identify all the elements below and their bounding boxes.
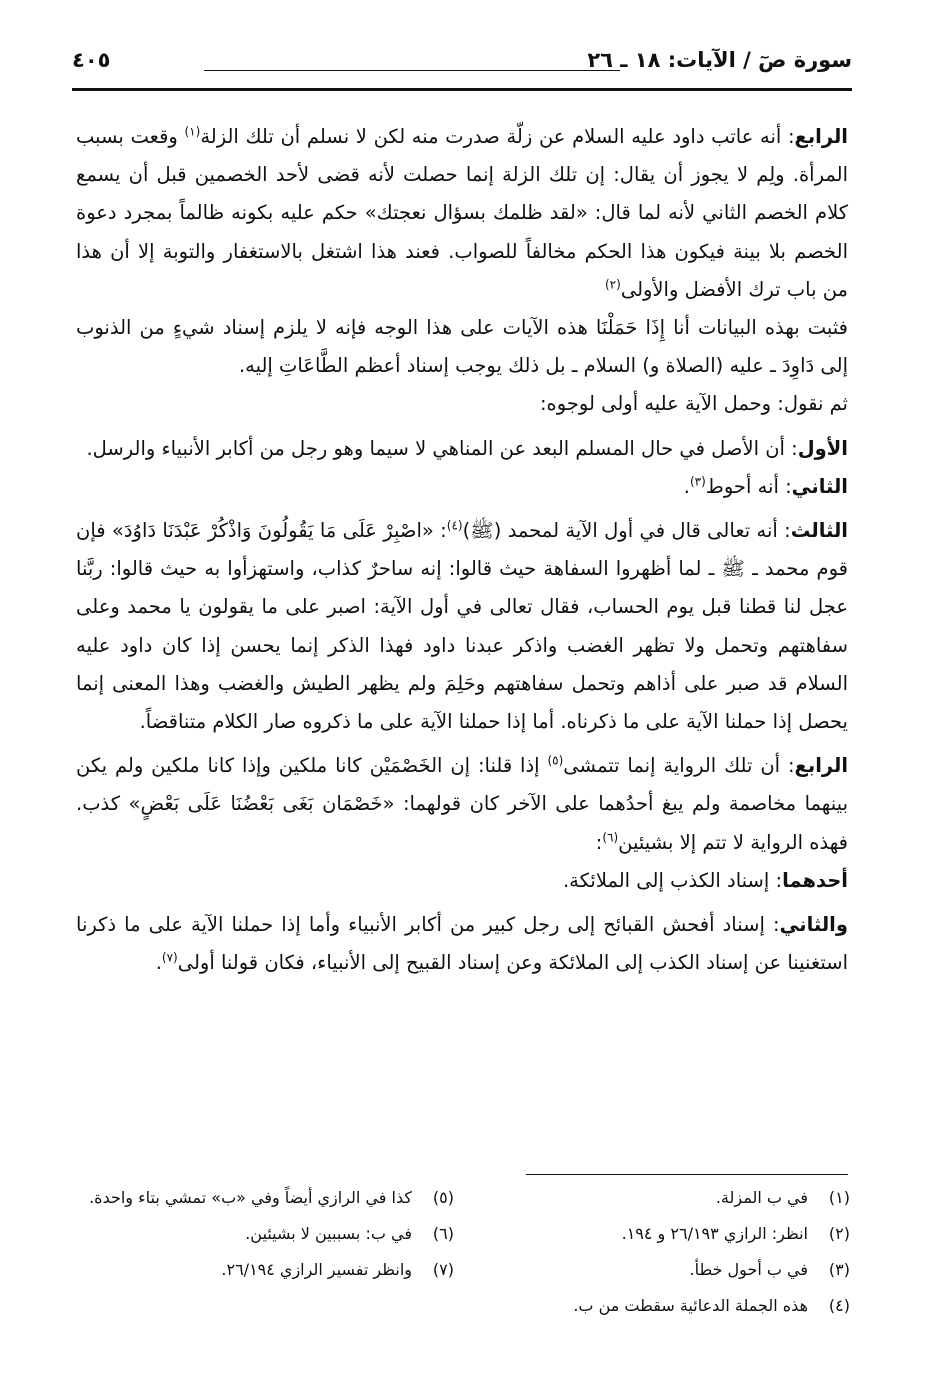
paragraph — [76, 906, 848, 982]
footnote-text: هذه الجملة الدعائية سقطت من ب. — [573, 1296, 808, 1315]
footnote — [470, 1220, 850, 1248]
paragraph-lead: الثاني — [791, 474, 848, 498]
footnote-ref: (٧) — [161, 950, 178, 965]
paragraph-lead: الرابع — [794, 754, 849, 778]
footnote — [74, 1256, 454, 1284]
paragraph-text: ثم نقول: وحمل الآية عليه أولى لوجوه: — [539, 392, 848, 416]
paragraph — [76, 468, 848, 506]
footnote — [74, 1220, 454, 1248]
paragraph-tail: وقعت بسبب المرأة. ولِم لا يجوز أن يقال: إن تلك الزلة إنما حصلت لأنه قضى لأحد الخصمين قبل أن يسمع كلام الخصم الثاني لأنه لما قال: «لقد ظلمك بسؤال نعجتك» حكم عليه بكونه ظالماً بمجرد دعوة الخصم بلا بينة فيكون هذا الحكم مخالفاً للصواب. فعند هذا اشتغل بالاستغفار والتوبة إلا أن هذا من باب ترك الأفضل والأولى — [76, 125, 848, 301]
footnote-text: كذا في الرازي أيضاً وفي «ب» تمشي بتاء واحدة. — [89, 1188, 412, 1207]
footnotes-left-column — [74, 1184, 454, 1292]
paragraph-lead: الرابع — [794, 125, 848, 148]
paragraph-lead: الأول — [797, 436, 848, 460]
footnote — [470, 1184, 850, 1212]
footnote-text: وانظر تفسير الرازي ٢٦/١٩٤. — [221, 1260, 412, 1279]
footnote-text: في ب: بسببين لا بشيئين. — [245, 1224, 412, 1243]
paragraph — [76, 385, 848, 423]
paragraph-text: : إسناد الكذب إلى الملائكة. — [562, 868, 783, 892]
footnote-number: (٧) — [432, 1260, 454, 1279]
footnote-ref: (٣) — [689, 474, 706, 489]
paragraph — [76, 309, 848, 385]
paragraph-lead: الثالث — [790, 519, 848, 543]
footnote — [74, 1184, 454, 1212]
footnote-number: (٣) — [828, 1260, 850, 1279]
paragraph-text: : أنه عاتب داود عليه السلام عن زلّة صدرت منه لكن لا نسلم أن تلك الزلة — [200, 125, 795, 148]
footnote-text: في ب المزلة. — [715, 1188, 808, 1207]
paragraph-text: : أن الأصل في حال المسلم البعد عن المناهي لا سيما وهو رجل من أكابر الأنبياء والرسل. — [86, 436, 798, 460]
paragraph — [76, 862, 848, 900]
footnote-ref: (٤) — [446, 518, 463, 533]
footnotes-right-column — [470, 1184, 850, 1328]
main-text — [76, 118, 848, 982]
header-short-rule — [204, 70, 620, 71]
paragraph — [76, 118, 848, 309]
paragraph-text: : إسناد أفحش القبائح إلى رجل كبير من أكابر الأنبياء وأما إذا حملنا الآية على ما ذكرنا استغنينا عن إسناد الكذب إلى الملائكة وعن إسناد القبيح إلى الأنبياء، فكان قولنا أولى — [76, 913, 848, 975]
paragraph-text: : أنه أحوط — [705, 474, 792, 498]
footnote — [470, 1256, 850, 1284]
footnote-number: (٦) — [432, 1224, 454, 1243]
running-header — [72, 40, 852, 90]
footnote-ref: (١) — [184, 124, 201, 139]
paragraph-lead: والثاني — [779, 913, 848, 937]
footnote-number: (١) — [828, 1188, 850, 1207]
paragraph-text: فثبت بهذه البيانات أنا إِذَا حَمَلْنَا هذه الآيات على هذا الوجه فإنه لا يلزم إسناد شيءٍ من الذنوب إلى دَاوِدَ ـ عليه (الصلاة و) السلام ـ بل ذلك يوجب إسناد أعظم الطَّاعَاتِ إليه. — [76, 316, 848, 378]
footnotes — [74, 1184, 850, 1334]
paragraph-tail: . — [683, 474, 690, 498]
footnote-number: (٢) — [828, 1224, 850, 1243]
paragraph — [76, 430, 848, 468]
paragraph: الرابع: أن تلك الرواية إنما تتمشى$^{(٥)}$ إذا قلنا: إن الخَصْمَيْن كانا ملكين وإذا كانا ملكين ولم يكن بينهما مخاصمة ولم يبغ أحدُهما على الآخر كان قولهما: «خَصْمَان بَغَى بَعْضُنَا عَلَى بَعْضٍ» كذب. فهذه الرواية لا تتم إلا بشيئين$^{(٦)}$: — [76, 753, 849, 854]
footnote-text: في ب أحول خطأ. — [689, 1260, 808, 1279]
footnote-ref: (٢) — [604, 277, 621, 292]
footnote-separator — [526, 1174, 848, 1175]
page-number: ٤٠٥ — [72, 48, 111, 72]
paragraph-tail: . — [155, 951, 162, 975]
footnote-number: (٥) — [432, 1188, 454, 1207]
footnote-ref: (٦) — [602, 830, 619, 845]
footnote-number: (٤) — [828, 1296, 850, 1315]
paragraph-lead: أحدهما — [782, 868, 848, 892]
header-rule — [72, 88, 852, 91]
footnote-ref: (٥) — [547, 753, 564, 768]
footnote-text: انظر: الرازي ٢٦/١٩٣ و ١٩٤. — [621, 1224, 808, 1243]
paragraph-text: : أنه تعالى قال في أول الآية لمحمد (ﷺ) — [462, 519, 791, 543]
paragraph-tail: إذا قلنا: إن الخَصْمَيْن كانا ملكين وإذا كانا ملكين ولم يكن بينهما مخاصمة ولم يبغ أحدُهما على الآخر كان قولهما: «خَصْمَان بَغَى بَعْضُنَا عَلَى بَعْضٍ» كذب. فهذه الرواية لا تتم إلا بشيئين — [76, 754, 848, 854]
paragraph-text: : أن تلك الرواية إنما تتمشى — [563, 754, 795, 778]
header-title: سورة صٓ / الآيات: ١٨ ـ ٢٦ — [587, 48, 852, 72]
paragraph-tail: : «اصْبِرْ عَلَى مَا يَقُولُونَ وَاذْكُرْ عَبْدَنَا دَاوُدَ» فإن قوم محمد ـ ﷺ ـ لما أظهروا السفاهة حيث قالوا: إنه ساحرٌ كذاب، واستهزأوا به حيث قالوا: ربَّنا عجل لنا قطنا قبل يوم الحساب، فقال تعالى في أول الآية: اصبر على ما يقولون يا محمد وعلى سفاهتهم وتحمل ولا تظهر الغضب واذكر عبدنا داود فهذا الذكر إنما يحسن إذا كان داود عليه السلام قد صبر على أذاهم وتحمل سفاهتهم وحَلِمَ ولم يظهر الطيش والغضب وهذا المعنى إنما يحصل إذا حملنا الآية على ما ذكرناه. أما إذا حملنا الآية على ما ذكروه صار الكلام متناقضاً. — [76, 519, 848, 734]
paragraph — [76, 512, 848, 741]
footnote — [470, 1292, 850, 1320]
